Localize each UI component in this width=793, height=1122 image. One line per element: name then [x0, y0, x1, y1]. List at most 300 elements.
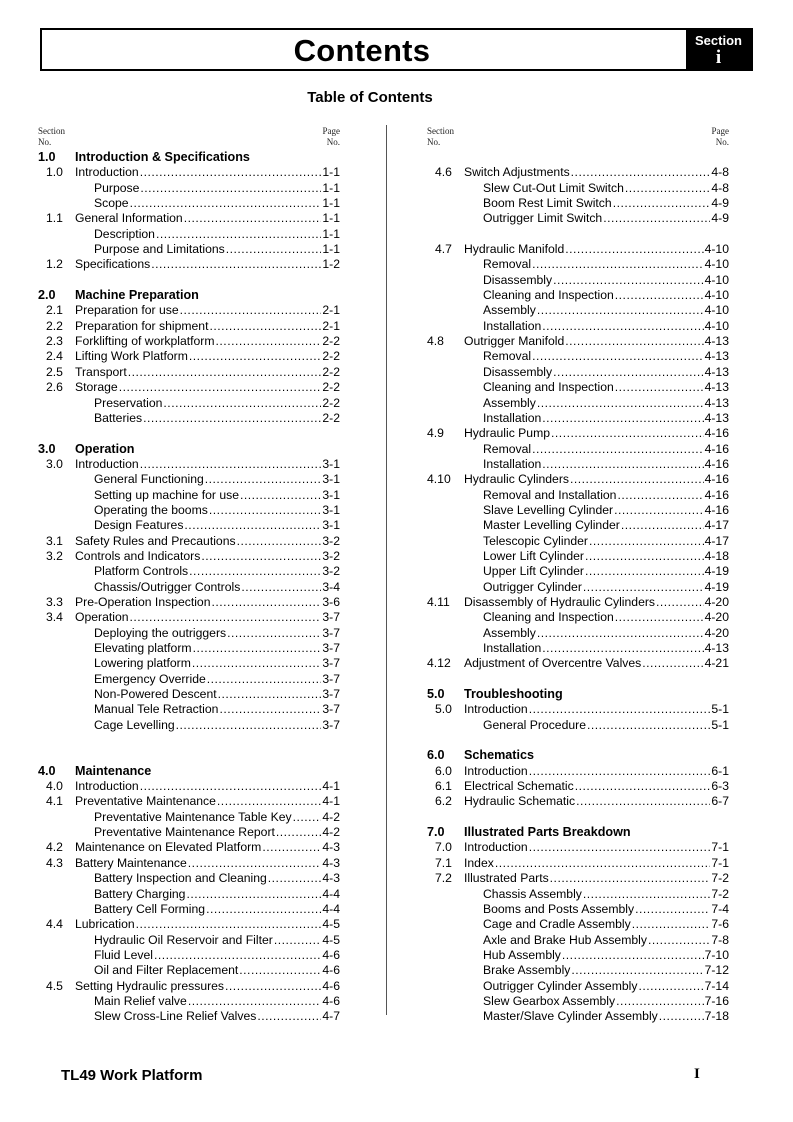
- toc-left-column: [38, 126, 340, 1025]
- toc-subentry[interactable]: [38, 887, 340, 902]
- toc-entry[interactable]: [38, 211, 340, 226]
- page-number: 6-7: [711, 794, 729, 809]
- entry-line: [464, 656, 729, 671]
- dot-leader: [227, 626, 321, 641]
- entry-line: [483, 902, 729, 917]
- toc-subentry[interactable]: [38, 948, 340, 963]
- page-number: 5-1: [711, 717, 729, 732]
- section-number: 2.1: [46, 303, 63, 318]
- toc-entry[interactable]: [427, 472, 729, 487]
- toc-entry[interactable]: [38, 319, 340, 334]
- page-number: 2-2: [322, 395, 340, 410]
- entry-title: Operation: [75, 610, 129, 625]
- toc-subentry[interactable]: [427, 349, 729, 364]
- entry-line: [483, 994, 729, 1009]
- page-no-header: [323, 126, 341, 148]
- dot-leader: [293, 810, 322, 825]
- page-number: 3-2: [322, 533, 340, 548]
- page-number: 6-3: [711, 779, 729, 794]
- toc-subentry[interactable]: [427, 610, 729, 625]
- page-number: 3-2: [322, 548, 340, 563]
- toc-entry[interactable]: [427, 702, 729, 717]
- entry-line: [75, 856, 340, 871]
- toc-entry[interactable]: [38, 303, 340, 318]
- toc-subentry[interactable]: [38, 687, 340, 702]
- dot-leader: [274, 933, 322, 948]
- toc-subentry[interactable]: [427, 1009, 729, 1024]
- entry-title: Preparation for use: [75, 303, 179, 318]
- entry-line: [483, 365, 729, 380]
- entry-line: [483, 641, 729, 656]
- entry-line: [464, 426, 729, 441]
- entry-line: [483, 181, 729, 196]
- section-number: 3.4: [46, 610, 63, 625]
- entry-title: Outrigger Limit Switch: [483, 211, 603, 226]
- entry-title: Switch Adjustments: [464, 165, 570, 180]
- entry-title: Installation: [483, 641, 542, 655]
- page-number: 7-14: [704, 978, 729, 993]
- toc-entry[interactable]: [427, 656, 729, 671]
- section-number: 2.2: [46, 318, 63, 333]
- entry-title: Batteries: [94, 410, 143, 425]
- toc-chapter-heading: [427, 687, 729, 702]
- dot-leader: [268, 871, 322, 886]
- toc-entry[interactable]: [38, 856, 340, 871]
- entry-title: Installation: [483, 410, 542, 425]
- toc-subentry[interactable]: [427, 273, 729, 288]
- dot-leader: [189, 349, 321, 364]
- dot-leader: [130, 196, 322, 211]
- entry-line: [75, 349, 340, 364]
- entry-title: Chassis/Outrigger Controls: [94, 579, 241, 594]
- page-number: 4-19: [704, 579, 729, 594]
- column-divider: [386, 125, 387, 1015]
- entry-title: Platform Controls: [94, 564, 189, 579]
- entry-title: Cleaning and Inspection: [483, 610, 614, 625]
- page-number: 1-1: [322, 211, 340, 226]
- chapter-number: 5.0: [427, 687, 445, 702]
- toc-subentry[interactable]: [427, 518, 729, 533]
- toc-entry[interactable]: [427, 856, 729, 871]
- entry-title: Cleaning and Inspection: [483, 380, 614, 395]
- entry-title: Deploying the outriggers: [94, 625, 227, 640]
- toc-subentry[interactable]: [427, 503, 729, 518]
- entry-title: Slew Cut-Out Limit Switch: [483, 180, 624, 195]
- entry-line: [483, 580, 729, 595]
- dot-leader: [241, 580, 321, 595]
- entry-title: General Information: [75, 211, 183, 226]
- entry-line: [483, 518, 729, 533]
- entry-line: [94, 242, 340, 257]
- toc-subentry[interactable]: [427, 979, 729, 994]
- page-number: 7-1: [711, 840, 729, 855]
- toc-entry[interactable]: [427, 794, 729, 809]
- toc-subentry[interactable]: [427, 257, 729, 272]
- entry-line: [483, 503, 729, 518]
- entry-title: Hydraulic Cylinders: [464, 472, 569, 487]
- entry-line: [75, 794, 340, 809]
- entry-line: [483, 380, 729, 395]
- entry-title: Hydraulic Pump: [464, 426, 551, 441]
- entry-title: Introduction: [464, 763, 528, 778]
- entry-title: Design Features: [94, 518, 184, 533]
- dot-leader: [537, 396, 704, 411]
- toc-subentry[interactable]: [38, 871, 340, 886]
- toc-entry[interactable]: [427, 165, 729, 180]
- entry-title: Hydraulic Schematic: [464, 794, 576, 809]
- toc-subentry[interactable]: [427, 534, 729, 549]
- page-number: 4-5: [322, 917, 340, 932]
- entry-title: Disassembly: [483, 272, 553, 287]
- entry-title: Cage Levelling: [94, 717, 175, 732]
- toc-subentry[interactable]: [427, 580, 729, 595]
- toc-subentry[interactable]: [427, 196, 729, 211]
- entry-title: Main Relief valve: [94, 993, 187, 1008]
- entry-title: Adjustment of Overcentre Valves: [464, 656, 642, 671]
- entry-line: [94, 396, 340, 411]
- dot-leader: [589, 534, 704, 549]
- toc-subentry[interactable]: [427, 549, 729, 564]
- toc-subentry[interactable]: [38, 196, 340, 211]
- toc-subentry[interactable]: [38, 396, 340, 411]
- section-number: 4.1: [46, 794, 63, 809]
- dot-leader: [632, 917, 711, 932]
- entry-line: [464, 595, 729, 610]
- page-number: 7-8: [711, 932, 729, 947]
- toc-entries: [427, 150, 729, 1025]
- toc-subentry[interactable]: [427, 917, 729, 932]
- dot-leader: [184, 518, 321, 533]
- toc-subentry[interactable]: [427, 948, 729, 963]
- entry-title: Installation: [483, 318, 542, 333]
- entry-title: Battery Charging: [94, 886, 186, 901]
- toc-subentry[interactable]: [427, 626, 729, 641]
- entry-line: [94, 933, 340, 948]
- toc-subentry[interactable]: [38, 518, 340, 533]
- dot-leader: [532, 442, 704, 457]
- page-number: 1-1: [322, 180, 340, 195]
- dot-leader: [188, 856, 322, 871]
- entry-line: [94, 887, 340, 902]
- toc-entry[interactable]: [38, 349, 340, 364]
- toc-subentry[interactable]: [38, 411, 340, 426]
- toc-entry[interactable]: [38, 917, 340, 932]
- page-number: 4-2: [322, 809, 340, 824]
- toc-entry[interactable]: [38, 165, 340, 180]
- toc-subentry[interactable]: [38, 472, 340, 487]
- entry-title: Introduction: [75, 165, 139, 180]
- page-number: 3-7: [322, 656, 340, 671]
- toc-entry[interactable]: [427, 595, 729, 610]
- toc-entry[interactable]: [38, 779, 340, 794]
- dot-leader: [553, 365, 704, 380]
- entry-line: [75, 549, 340, 564]
- toc-spacer: [427, 150, 729, 165]
- toc-subentry[interactable]: [38, 626, 340, 641]
- toc-entry[interactable]: [38, 380, 340, 395]
- entry-line: [94, 810, 340, 825]
- entry-line: [94, 672, 340, 687]
- toc-subentry[interactable]: [427, 411, 729, 426]
- entry-title: Specifications: [75, 257, 151, 272]
- entry-line: [483, 564, 729, 579]
- section-badge-label: Section: [695, 33, 742, 48]
- toc-subentry[interactable]: [427, 457, 729, 472]
- dot-leader: [184, 211, 322, 226]
- toc-entry[interactable]: [38, 595, 340, 610]
- toc-subentry[interactable]: [38, 672, 340, 687]
- section-number: 4.3: [46, 855, 63, 870]
- toc-subentry[interactable]: [427, 902, 729, 917]
- toc-subentry[interactable]: [38, 227, 340, 242]
- entry-title: General Procedure: [483, 717, 586, 732]
- section-number: 7.0: [435, 840, 452, 855]
- toc-entry[interactable]: [38, 794, 340, 809]
- toc-spacer: [427, 733, 729, 748]
- toc-entry[interactable]: [427, 334, 729, 349]
- entry-title: Outrigger Cylinder Assembly: [483, 978, 638, 993]
- page-number: 3-7: [322, 610, 340, 625]
- dot-leader: [565, 242, 703, 257]
- toc-subentry[interactable]: [38, 825, 340, 840]
- toc-entry[interactable]: [38, 334, 340, 349]
- entry-title: Operating the booms: [94, 502, 208, 517]
- entry-title: Introduction: [75, 456, 139, 471]
- entry-title: Lowering platform: [94, 656, 191, 671]
- toc-subentry[interactable]: [427, 488, 729, 503]
- toc-subentry[interactable]: [38, 181, 340, 196]
- entry-title: Elevating platform: [94, 641, 192, 655]
- page-number: 2-2: [322, 349, 340, 364]
- toc-entry[interactable]: [38, 549, 340, 564]
- page-number: 7-1: [711, 855, 729, 870]
- toc-subentry[interactable]: [427, 564, 729, 579]
- entry-line: [483, 349, 729, 364]
- toc-subentry[interactable]: [38, 1009, 340, 1024]
- dot-leader: [206, 902, 321, 917]
- page-number: 4-4: [322, 886, 340, 901]
- page-number: 5-1: [711, 702, 729, 717]
- section-no-header: [38, 126, 65, 148]
- toc-entry[interactable]: [427, 840, 729, 855]
- chapter-title-wrap: [75, 288, 340, 303]
- chapter-number: 7.0: [427, 825, 445, 840]
- dot-leader: [529, 764, 711, 779]
- page-number: 4-7: [322, 1009, 340, 1024]
- section-no-header-line1: Section: [427, 126, 454, 136]
- entry-line: [94, 580, 340, 595]
- toc-entry[interactable]: [427, 779, 729, 794]
- toc-subentry[interactable]: [38, 933, 340, 948]
- entry-line: [75, 779, 340, 794]
- toc-subentry[interactable]: [427, 994, 729, 1009]
- entry-line: [75, 534, 340, 549]
- dot-leader: [532, 257, 704, 272]
- toc-entry[interactable]: [38, 457, 340, 472]
- dot-leader: [542, 411, 703, 426]
- toc-subentry[interactable]: [427, 442, 729, 457]
- toc-subentry[interactable]: [427, 319, 729, 334]
- toc-subentry[interactable]: [427, 933, 729, 948]
- toc-subentry[interactable]: [427, 380, 729, 395]
- toc-subentry[interactable]: [427, 718, 729, 733]
- toc-subentry[interactable]: [38, 488, 340, 503]
- entry-line: [483, 488, 729, 503]
- toc-subentry[interactable]: [38, 580, 340, 595]
- toc-entry[interactable]: [427, 764, 729, 779]
- toc-subentry[interactable]: [38, 242, 340, 257]
- toc-entry[interactable]: [38, 840, 340, 855]
- entry-title: Booms and Posts Assembly: [483, 901, 635, 916]
- toc-chapter-heading: [38, 288, 340, 303]
- chapter-title-wrap: [464, 748, 729, 763]
- toc-subentry[interactable]: [38, 994, 340, 1009]
- entry-title: Illustrated Parts: [464, 871, 549, 886]
- entry-title: Slew Cross-Line Relief Valves: [94, 1009, 257, 1024]
- entry-title: Outrigger Cylinder: [483, 579, 582, 594]
- entry-title: Disassembly of Hydraulic Cylinders: [464, 594, 655, 609]
- dot-leader: [583, 887, 710, 902]
- entry-line: [75, 319, 340, 334]
- dot-leader: [140, 165, 322, 180]
- page-number: 4-10: [704, 242, 729, 257]
- entry-title: Master Levelling Cylinder: [483, 518, 620, 533]
- section-number: 4.9: [427, 426, 444, 441]
- toc-subentry[interactable]: [38, 702, 340, 717]
- dot-leader: [151, 257, 321, 272]
- entry-title: Fluid Level: [94, 947, 153, 962]
- entry-line: [75, 979, 340, 994]
- entry-line: [75, 211, 340, 226]
- dot-leader: [617, 488, 703, 503]
- chapter-number: 3.0: [38, 441, 56, 456]
- dot-leader: [553, 273, 704, 288]
- entry-line: [483, 396, 729, 411]
- entry-line: [464, 165, 729, 180]
- page-number: 4-6: [322, 978, 340, 993]
- toc-subentry[interactable]: [38, 564, 340, 579]
- toc-subentry[interactable]: [427, 288, 729, 303]
- toc-subentry[interactable]: [427, 303, 729, 318]
- page-number: 4-1: [322, 794, 340, 809]
- toc-subentry[interactable]: [38, 718, 340, 733]
- toc-entry[interactable]: [38, 534, 340, 549]
- section-number: 2.4: [46, 349, 63, 364]
- toc-spacer: [38, 426, 340, 441]
- entry-title: Scope: [94, 196, 129, 211]
- entry-title: Safety Rules and Precautions: [75, 533, 236, 548]
- toc-subentry[interactable]: [38, 641, 340, 656]
- toc-subentry[interactable]: [427, 963, 729, 978]
- page-number: 7-2: [711, 871, 729, 886]
- page-number: 4-13: [704, 410, 729, 425]
- entry-line: [483, 442, 729, 457]
- dot-leader: [551, 426, 704, 441]
- entry-line: [94, 564, 340, 579]
- chapter-number: 6.0: [427, 748, 445, 763]
- entry-line: [464, 871, 729, 886]
- section-number: 4.2: [46, 840, 63, 855]
- dot-leader: [542, 457, 703, 472]
- section-number: 1.1: [46, 211, 63, 226]
- page-number: 4-16: [704, 426, 729, 441]
- page-number: 4-10: [704, 288, 729, 303]
- toc-subentry[interactable]: [38, 963, 340, 978]
- toc-entry[interactable]: [427, 871, 729, 886]
- toc-subentry[interactable]: [427, 887, 729, 902]
- toc-subentry[interactable]: [38, 902, 340, 917]
- toc-subentry[interactable]: [38, 656, 340, 671]
- page-number: 4-16: [704, 487, 729, 502]
- section-number: 4.7: [435, 242, 452, 257]
- page-number: 4-20: [704, 625, 729, 640]
- dot-leader: [529, 702, 711, 717]
- page-number: 4-21: [704, 656, 729, 671]
- toc-entry[interactable]: [38, 610, 340, 625]
- dot-leader: [154, 948, 321, 963]
- entry-title: Setting up machine for use: [94, 487, 239, 502]
- entry-line: [483, 963, 729, 978]
- section-number: 4.0: [46, 779, 63, 794]
- dot-leader: [163, 396, 321, 411]
- page-number: 2-2: [322, 380, 340, 395]
- entry-line: [464, 856, 729, 871]
- entry-line: [94, 718, 340, 733]
- chapter-number: 2.0: [38, 288, 56, 303]
- toc-subentry[interactable]: [427, 181, 729, 196]
- dot-leader: [614, 503, 704, 518]
- page-number: 4-3: [322, 840, 340, 855]
- page-number: 3-7: [322, 641, 340, 655]
- page-number: 6-1: [711, 763, 729, 778]
- section-number: 4.10: [427, 472, 451, 487]
- section-no-header-line2: No.: [427, 137, 441, 147]
- chapter-title: Schematics: [464, 748, 535, 763]
- toc-subentry[interactable]: [427, 396, 729, 411]
- toc-subentry[interactable]: [38, 810, 340, 825]
- toc-subentry[interactable]: [427, 211, 729, 226]
- entry-line: [483, 534, 729, 549]
- toc-subentry[interactable]: [427, 365, 729, 380]
- toc-subentry[interactable]: [427, 641, 729, 656]
- dot-leader: [576, 794, 710, 809]
- toc-entry[interactable]: [38, 257, 340, 272]
- section-number: 3.2: [46, 548, 63, 563]
- toc-entry[interactable]: [38, 979, 340, 994]
- toc-subentry[interactable]: [38, 503, 340, 518]
- entry-line: [94, 687, 340, 702]
- entry-line: [75, 457, 340, 472]
- entry-title: Battery Inspection and Cleaning: [94, 871, 267, 886]
- page-number: 2-2: [322, 364, 340, 379]
- toc-entry[interactable]: [427, 242, 729, 257]
- dot-leader: [529, 840, 711, 855]
- entry-title: Forklifting of workplatform: [75, 334, 215, 349]
- entry-line: [94, 472, 340, 487]
- entry-title: Emergency Override: [94, 671, 206, 686]
- entry-line: [483, 887, 729, 902]
- entry-title: Setting Hydraulic pressures: [75, 978, 225, 993]
- page-number: 4-8: [711, 165, 729, 180]
- toc-entry[interactable]: [38, 365, 340, 380]
- entry-line: [94, 488, 340, 503]
- entry-title: Battery Maintenance: [75, 855, 187, 870]
- toc-entry[interactable]: [427, 426, 729, 441]
- entry-line: [483, 610, 729, 625]
- section-number: 5.0: [435, 702, 452, 717]
- page-no-header-line2: No.: [715, 137, 729, 147]
- section-number: 2.3: [46, 334, 63, 349]
